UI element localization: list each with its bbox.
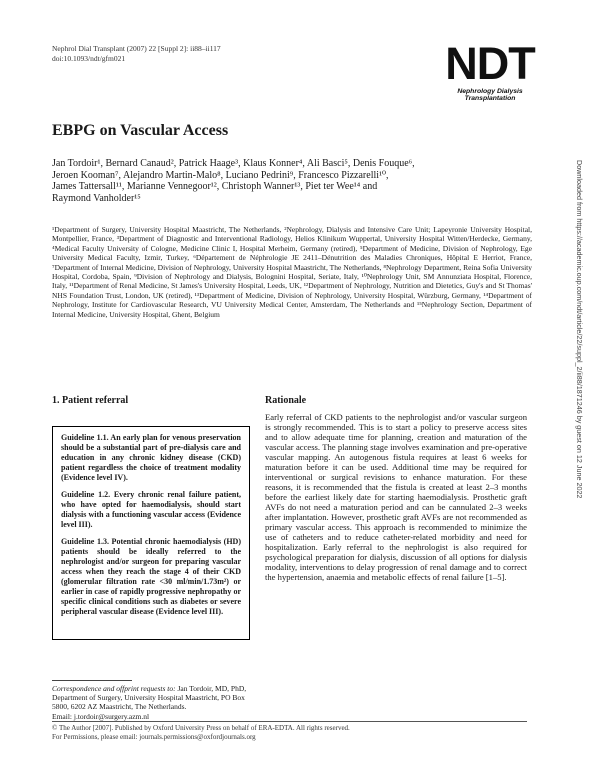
copyright-text: © The Author [2007]. Published by Oxford University Press on behalf of ERA-EDTA. All rights reserved. <box>52 724 350 732</box>
logo-subtitle: Nephrology Dialysis Transplantation <box>457 88 523 102</box>
author-line: Raymond Vanholder¹⁵ <box>52 192 141 204</box>
correspondence-note <box>52 684 252 721</box>
author-line: James Tattersall¹¹, Marianne Vennegoor¹², Christoph Wanner¹³, Piet ter Wee¹⁴ and <box>52 181 378 193</box>
author-line: Jeroen Kooman⁷, Alejandro Martin-Malo⁸, Luciano Pedrini⁹, Francesco Pizzarelli¹⁰, <box>52 169 389 181</box>
journal-reference: Nephrol Dial Transplant (2007) 22 [Suppl 2]: ii88–ii117 <box>52 44 221 53</box>
author-line: Jan Tordoir¹, Bernard Canaud², Patrick Haage³, Klaus Konner⁴, Ali Basci⁵, Denis Fouque⁶, <box>52 158 415 169</box>
guideline-1-2: Guideline 1.2. Every chronic renal failure patient, who have opted for haemodialysis, should start dialysis with a functioning vascular access (Evidence level III). <box>61 490 241 529</box>
author-list <box>52 158 522 204</box>
journal-citation <box>52 44 221 64</box>
rationale-heading: Rationale <box>265 395 307 406</box>
guideline-1-3: Guideline 1.3. Potential chronic haemodialysis (HD) patients should be ideally referred to the nephrologist and/or surgeon for preparing vascular access when they reach the stage 4 of their CKD (glomerular filtration rate <30 ml/min/1.73m²) or earlier in case of rapidly progressive nephropathy or specific clinical conditions such as diabetes or severe peripheral vascular disease (Evidence level III). <box>61 537 241 616</box>
doi[interactable]: doi:10.1093/ndt/gfm021 <box>52 54 126 63</box>
page-title: EBPG on Vascular Access <box>52 122 229 139</box>
affiliations: ¹Department of Surgery, University Hospital Maastricht, The Netherlands, ²Nephrology, Dialysis and Intensive Care Unit; Lapeyronie University Hospital, Montpellier, France, ³Department of Diagnostic and Interventional Radiology, Helios Klinikum Wuppertal, University Hospital Witten/Herdecke, Germany, ⁴Medical Faculty University of Cologne, Medicine Clinic I, Hospital Merheim, Germany (retired), ⁵Department of Medicine, Division of Nephrology, Ege University Medical Faculty, Izmir, Turkey, ⁶Département de Néphrologie JE 2411–Dénutrition des Maladies Chroniques, Hôpital E Herriot, France, ⁷Department of Internal Medicine, Division of Nephrology, University Hospital Maastricht, The Netherlands, ⁸Nephrology Department, Reina Sofia University Hospital, Cordoba, Spain, ⁹Division of Nephrology and Dialysis, Bolognini Hospital, Seriate, Italy, ¹⁰Nephrology Unit, SM Annunziata Hospital, Florence, Italy, ¹¹Department of Renal Medicine, St James's University Hospital, Leeds, UK, ¹²Department of Nephrology, Nutrition and Dietetics, Guy's and St Thomas' NHS Foundation Trust, London, UK (retired), ¹³Department of Medicine, Division of Nephrology, University Hospital, Würzburg, Germany, ¹⁴Department of Nephrology, Institute for Cardiovascular Research, VU University Medical Center, Amsterdam, The Netherlands and ¹⁵Nephrology Section, Department of Internal Medicine, University Hospital, Ghent, Belgium <box>52 225 532 319</box>
download-watermark-text[interactable]: Downloaded from https://academic.oup.com/ndt/article/22/suppl_2/ii88/1871246 by guest on 12 June 2022 <box>575 160 584 499</box>
logo-text: NDT <box>445 38 535 89</box>
correspondence-label: Correspondence and offprint requests to: <box>52 684 176 693</box>
copyright-footer <box>52 724 527 742</box>
correspondence-text: Jan Tordoir, MD, PhD, Department of Surgery, University Hospital Maastricht, PO Box 5800, 6202 AZ Maastricht, The Netherlands. <box>52 684 247 712</box>
footnote-divider <box>52 680 132 681</box>
correspondence-email[interactable]: Email: j.tordoir@surgery.azm.nl <box>52 711 150 721</box>
guideline-box <box>52 426 250 640</box>
guideline-1-1: Guideline 1.1. An early plan for venous preservation should be a substantial part of pre-dialysis care and education in any chronic kidney disease (CKD) patient regardless the choice of treatment modality (Evidence level IV). <box>61 433 241 482</box>
section-heading: 1. Patient referral <box>52 395 129 406</box>
ndt-logo <box>431 38 549 102</box>
footer-divider <box>52 721 527 722</box>
download-watermark <box>572 160 588 600</box>
rationale-body: Early referral of CKD patients to the nephrologist and/or vascular surgeon is strongly recommended. This is to start a policy to preserve access sites and to allow adequate time for planning, creation and maturation of the vascular access. The planning stage involves examination and pre-operative vascular mapping. An autogenous fistula requires at least 6 weeks for maturation before it can be used. Additional time may be required for interventional or surgical revisions to enhance maturation. For these reasons, it is recommended that the fistula is created at least 2–3 months before the earliest likely date for starting haemodialysis. Prosthetic graft AVFs do not need a maturation period and can be cannulated 2–3 weeks after implantation. However, prosthetic graft AVFs are not recommended as primary vascular access. This approach is recommended to minimize the use of catheters and to reduce catheter-related morbidity and need for hospitalization. Early referral to the nephrologist is also required for psychological preparation for dialysis, discussion of all options for dialysis modality, interventions to delay progression of renal damage and to correct the hypertension, anaemia and metabolic effects of renal failure [1–5]. <box>265 412 527 582</box>
permissions-text[interactable]: For Permissions, please email: journals.permissions@oxfordjournals.org <box>52 733 256 741</box>
